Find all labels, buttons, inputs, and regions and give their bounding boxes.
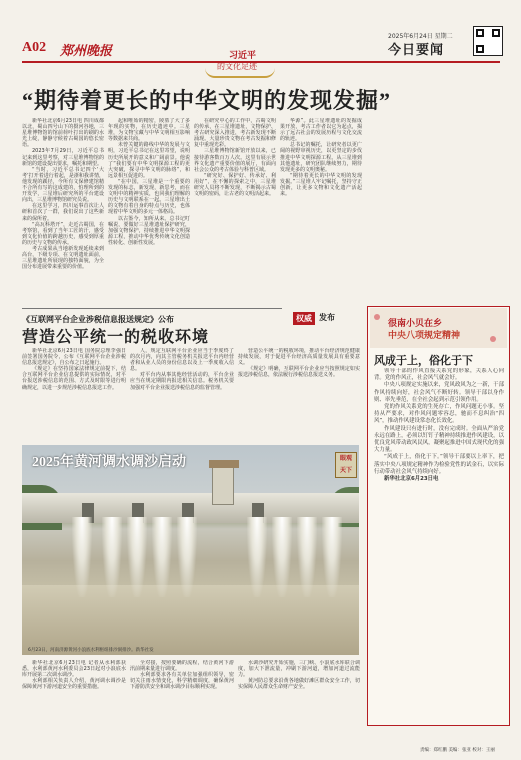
paragraph: “期待着更长的中华文明的发现发掘。”三星堆人牢记嘱托，坚持守正创新，让更多文物和文化遗产活起来。 (280, 172, 362, 198)
paragraph: 《规定》在坚持国家法律规定前提下，结合互联网平台企业信息提供的实际情况，对平台报送涉税信息的范围、方式及时限等进行明确规定，以进一步规范涉税信息报送工作。 (22, 366, 126, 391)
paragraph: 起和唯始的精密，陵墓了大了多年现的实物，在历史遗迹中。三星堆，为文物宝藏与中华文明相互影响等数据来共商。 (108, 118, 190, 143)
paragraph: 作风建设只有进行时，没有完成时。全面从严治党永远在路上，必须以钉钉子精神持续推进作风建设，以优良党风带动政风民风，凝聚起推进中国式现代化的强大力量。 (374, 425, 504, 454)
article3-col1 (22, 660, 126, 742)
article2-col2 (130, 348, 234, 442)
paragraph: 新华社北京6月23日电 记者从水利部获悉，水利部黄河水利委员会23日起对小浪底水库开展第二次调水调沙。 (22, 660, 126, 679)
paragraph: 新华社北京6月23日电 国务院总理李强日前签署国务院令，公布《互联网平台企业涉税信息报送规定》，自公布之日起施行。 (22, 348, 126, 367)
paragraph: “在中国，三星堆是一个重要的发现的标志，新发现，新思考，而在文明中的精神实质，也同我们理解的历史与文明联系在一起。三星堆出土的文物有着自身的特点与历史，也体现着中华文明的多元一体格局。 (108, 178, 190, 216)
paragraph: 水利部要求各有关单位加强组织领导，密切关注雨水情变化，科学精细调度，确保黄河下游防洪安全和调水调沙目标顺利实现。 (130, 672, 234, 691)
flower-icon (374, 314, 380, 320)
paragraph: 人，规定互联网平台企业应当于季度终了的次月内，向其主管税务机关报送平台内经营者和从业人员的身份信息以及上一季度收入信息。 (130, 348, 234, 373)
flower-icon (490, 336, 496, 342)
proof-name: 王丽 (485, 748, 495, 753)
release-tag: 发布 (319, 313, 335, 322)
article2-col1 (22, 348, 126, 442)
page-number: A02 (22, 40, 47, 55)
paragraph: 中央八项规定实施以来，党风政风为之一新，干部作风持续向好，社会风气不断好转。领导干部以身作则、率先垂范，在全社会起到示范引领作用。 (374, 382, 504, 403)
paragraph: 水利部相关负责人介绍，黄河调水调沙是保障黄河下游河道安全的重要措施。 (22, 678, 126, 691)
photo-water-jet (127, 517, 147, 597)
photo-title: 2025年黄河调水调沙启动 (32, 455, 186, 470)
commentary-body (374, 368, 504, 720)
artist-label: 美编： (448, 748, 462, 753)
photo-water-jet (102, 517, 122, 597)
banner-line1: 很南小贝在乡 (388, 318, 443, 328)
section-divider (22, 308, 282, 309)
banner-line2: 中央八项规定精神 (388, 330, 461, 340)
paragraph: “研究好、保护好、传承好、利用好”，在不懈的探索之中，三星堆研究人员将不断发现，不断揭示古蜀文明的密码，让古老的文明活起来。 (194, 172, 276, 198)
paragraph: 全对接，按照要确的流程，结合黄河下游汛前期来量进行调度。 (130, 660, 234, 673)
article1-col1 (22, 118, 104, 304)
artist-name: 张亚 (461, 748, 471, 753)
article1-col2 (108, 118, 190, 304)
paragraph: 黄河防总要求沿黄各地做好滩区群众安全工作，切实保障人民群众生命财产安全。 (238, 678, 360, 691)
commentary-banner (370, 308, 507, 348)
paragraph: 在这里学习，四川运事首次让人研和首次了一群，我们说出了这些新来的保所着。 (22, 203, 104, 222)
article1-col4 (280, 118, 362, 304)
editor-label: 责编： (420, 748, 434, 753)
commentary-headline: 风成于上，俗化于下 (374, 355, 473, 367)
article1-col3 (194, 118, 276, 304)
article2-kicker: 《互联网平台企业涉税信息报送规定》公布 (22, 315, 174, 324)
editor-name: 郑红鹏 (433, 748, 447, 753)
section-title: 今日要闻 (388, 43, 445, 58)
commentary-sign: 新华社北京6月23日电 (384, 476, 439, 483)
paragraph: “高瓦科塔开”，走近古蜀国，在考察馆，看到了当年工匠的汗，感受到文化价值的跨越历史，感受到厚重的历史与文物的传承。 (22, 221, 104, 246)
article2-col3 (238, 348, 360, 442)
column-badge-name: 习近平 (229, 50, 257, 60)
badge-bottom: 天下 (339, 467, 352, 474)
badge-top: 眼观 (339, 455, 352, 462)
photo-water-jet (72, 517, 92, 597)
eye-world-badge (335, 452, 357, 478)
paragraph: 未曾关键的路线中华的发展与文明，习近平总书记在这里寄望，说明历史所展开的意义和广阔前景。他说了“我们要有中华文明探源工程的更大突破，探寻中华文明的脉络”，和远景相互促进的。 (108, 142, 190, 179)
paper-name: 郑州晚报 (60, 43, 113, 58)
column-badge-sub: 的文化足迹 (217, 62, 257, 71)
paragraph: 在研究中心的工作中，古蜀文明的传承，在三星堆遗址，文物保护、考古研究深入推进，考古新发现不断涌现。大量珍贵文物在考古发掘和修复中重现光彩。 (194, 118, 276, 149)
article3-col3 (238, 660, 360, 742)
paragraph: 总书记的嘱托，让研究者以更广阔的视野审视历史，以更坚定的步伐推进中华文明探源工程。从三星堆到其他遗址，研究团队继续努力，期待发现更多的文明奥秘。 (280, 142, 362, 173)
photo-water-jet (247, 517, 267, 597)
paragraph: 华源”。此三星堆遗址的发掘成果开放，考古工作者以它为起点，揭示了远古社会的发展历程与文化交流的轨迹。 (280, 118, 362, 143)
qr-code-icon (473, 26, 503, 56)
paragraph: 以古鉴今，知所从来。总书记叮嘱说，要做好三星堆遗址保护研究，加强文物保护，持续推进中华文明探源工程，推动中华优秀传统文化创造性转化、创新性发展。 (108, 215, 190, 246)
paragraph: 《规定》明确，互联网平台企业应当按照规定如实报送涉税信息，依法履行涉税信息报送义务。 (238, 366, 360, 379)
proof-label: 校对： (472, 748, 486, 753)
photo-water-jet (322, 517, 342, 597)
photo-water-jet (177, 517, 197, 597)
article1-headline: “期待着更长的中华文明的发现发掘” (22, 88, 392, 113)
paragraph: 营造公平统一的税收环境，推动平台经济规范健康持续发展，对于促进平台经济高质量发展具有重要意义。 (238, 348, 360, 367)
paragraph: “风成于上，俗化于下。”领导干部要以上率下，把落实中央八项规定精神作为检验党性的试金石，以实际行动带动社会风气持续向好。 (374, 454, 504, 475)
paragraph: 水调沙研究开始实施，三门峡、小浪底水库联合调度，加大下泄流量，冲刷下游河道，增加河道过流能力。 (238, 660, 360, 679)
paragraph: 三星堆博物馆新馆开放以来，已接待游客数百万人次。这里有展示世界文化遗产重要价值的展厅，有面向社会公众的考古体验与科普区域。 (194, 148, 276, 173)
paragraph: 新华社北京6月23日电 四川成都以北，蜀山四号山下的摄河谷地，三星堆博物馆的馆前荷叶打出的刷的水光上绽，静静守候着古蜀国的悠长密语。 (22, 118, 104, 149)
paragraph: 对平台内从事其他经营活动的，平台企业应当在规定期限内报送相关信息。税务机关要加强对平台企业报送涉税信息的监督管理。 (130, 372, 234, 391)
paragraph: 考古成果从当地新发现延续来到高台，下级专项、在文明遗址面前，三星堆遗址所展现的独特面貌，为全国分布进展带来重要的价值。 (22, 245, 104, 271)
authority-tag: 权威 (293, 312, 315, 325)
paragraph: 领导干部的作风直接关系党的形象，关系人心向背。党的作风正，社会风气就会好。 (374, 368, 504, 382)
swoosh-icon (205, 68, 275, 78)
photo-tower (212, 465, 234, 505)
photo-water-jet (297, 517, 317, 597)
page-footer (420, 747, 495, 753)
article2-headline: 营造公平统一的税收环境 (22, 329, 210, 346)
news-photo (22, 445, 359, 655)
paragraph: “当时，习近平总书记四个‘大考’打开着进行着起，是浙和我讲情，他发现的蹊径，今所有文保修建馆精不合所有写的这成建的，怕理所到的开发学，三星堆后研究所的平台建设向出，三星堆博物馆研究员说。 (22, 166, 104, 204)
issue-date: 2025年6月24日 星期二 (388, 33, 453, 40)
paragraph: 2023年7月29日，习近平总书记来到这里考察，对三星堆博物馆的新馆的建设提出要求，嘱托和期望。 (22, 148, 104, 167)
photo-water-jet (152, 517, 172, 597)
photo-water-jet (272, 517, 292, 597)
photo-caption: 6月23日，河南济源黄河小浪底水利枢纽排沙洞排沙。新华社发 (28, 648, 154, 653)
column-badge (205, 46, 295, 80)
paragraph: 党的作风关系党的生死存亡，作风问题无小事。坚持从严要求，对作风问题零容忍，驰而不息纠治“四风”，推动作风建设常态化长效化。 (374, 404, 504, 425)
article3-col2 (130, 660, 234, 742)
